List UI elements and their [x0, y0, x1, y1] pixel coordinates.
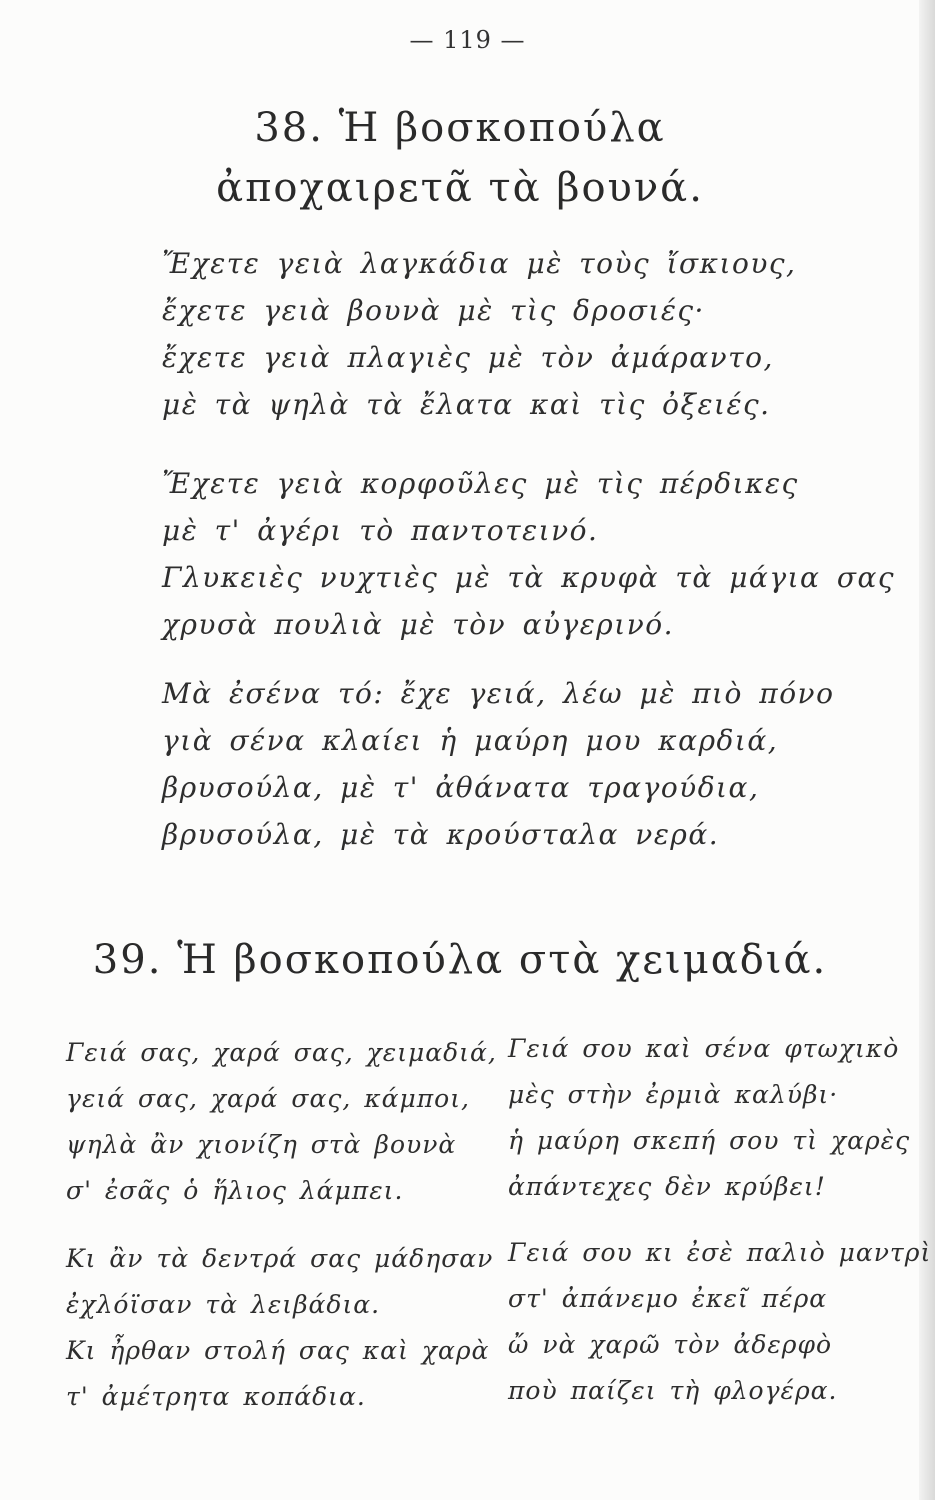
poem-39-right-stanza-1 [508, 1026, 910, 1210]
verse-line: γειά σας, χαρά σας, κάμποι, [66, 1084, 470, 1113]
poem-39-left-stanza-2 [66, 1236, 493, 1420]
verse-line: ὤ νὰ χαρῶ τὸν ἀδερφὸ [508, 1330, 833, 1359]
verse-line: Γειά σου καὶ σένα φτωχικὸ [508, 1034, 900, 1063]
page-number: — 119 — [409, 26, 526, 54]
verse-line: στ' ἀπάνεμο ἐκεῖ πέρα [508, 1284, 828, 1313]
verse-line: μὲ τὰ ψηλὰ τὰ ἔλατα καὶ τὶς ὀξειές. [162, 388, 771, 421]
poem-38-title [0, 98, 920, 218]
poem-38-stanza-3 [162, 670, 834, 858]
verse-line: τ' ἀμέτρητα κοπάδια. [66, 1382, 366, 1411]
verse-line: ποὺ παίζει τὴ φλογέρα. [508, 1376, 838, 1405]
verse-line: ψηλὰ ἂν χιονίζη στὰ βουνὰ [66, 1130, 457, 1159]
verse-line: Γειά σας, χαρά σας, χειμαδιά, [66, 1038, 497, 1067]
verse-line: μὲς στὴν ἐρμιὰ καλύβι· [508, 1080, 839, 1109]
poem-38-title-line-2: ἀποχαιρετᾶ τὰ βουνά. [216, 165, 704, 211]
verse-line: Μὰ ἐσένα τό: ἔχε γειά, λέω μὲ πιὸ πόνο [162, 677, 835, 710]
verse-line: βρυσούλα, μὲ τὰ κρούσταλα νερά. [162, 818, 720, 851]
verse-line: βρυσούλα, μὲ τ' ἀθάνατα τραγούδια, [162, 771, 760, 804]
poem-39-left-stanza-1 [66, 1030, 497, 1214]
verse-line: ἔχετε γειὰ πλαγιὲς μὲ τὸν ἀμάραντο, [162, 341, 774, 374]
poem-38-stanza-1 [162, 240, 796, 428]
verse-line: γιὰ σένα κλαίει ἡ μαύρη μου καρδιά, [162, 724, 779, 757]
verse-line: σ' ἐσᾶς ὁ ἥλιος λάμπει. [66, 1176, 404, 1205]
poem-39-right-stanza-2 [508, 1230, 931, 1414]
verse-line: Κι ἦρθαν στολή σας καὶ χαρὰ [66, 1336, 490, 1365]
verse-line: Κι ἂν τὰ δεντρά σας μάδησαν [66, 1244, 494, 1273]
verse-line: Γειά σου κι ἐσὲ παλιὸ μαντρὶ [508, 1238, 932, 1267]
verse-line: μὲ τ' ἀγέρι τὸ παντοτεινό. [162, 514, 599, 547]
verse-line: ἔχετε γειὰ βουνὰ μὲ τὶς δροσιές· [162, 294, 705, 327]
poem-38-stanza-2 [162, 460, 895, 648]
poem-39-title: 39. Ἡ βοσκοπούλα στὰ χειμαδιά. [92, 937, 828, 983]
poem-38-title-line-1: 38. Ἡ βοσκοπούλα [254, 105, 666, 151]
verse-line: Ἔχετε γειὰ λαγκάδια μὲ τοὺς ἴσκιους, [162, 247, 797, 280]
verse-line: ἀπάντεχες δὲν κρύβει! [508, 1172, 826, 1201]
verse-line: ἡ μαύρη σκεπή σου τὶ χαρὲς [508, 1126, 911, 1155]
verse-line: Γλυκειὲς νυχτιὲς μὲ τὰ κρυφὰ τὰ μάγια σας [162, 561, 896, 594]
verse-line: χρυσὰ πουλιὰ μὲ τὸν αὐγερινό. [162, 608, 674, 641]
verse-line: ἐχλόϊσαν τὰ λειβάδια. [66, 1290, 381, 1319]
verse-line: Ἔχετε γειὰ κορφοῦλες μὲ τὶς πέρδικες [162, 467, 799, 500]
